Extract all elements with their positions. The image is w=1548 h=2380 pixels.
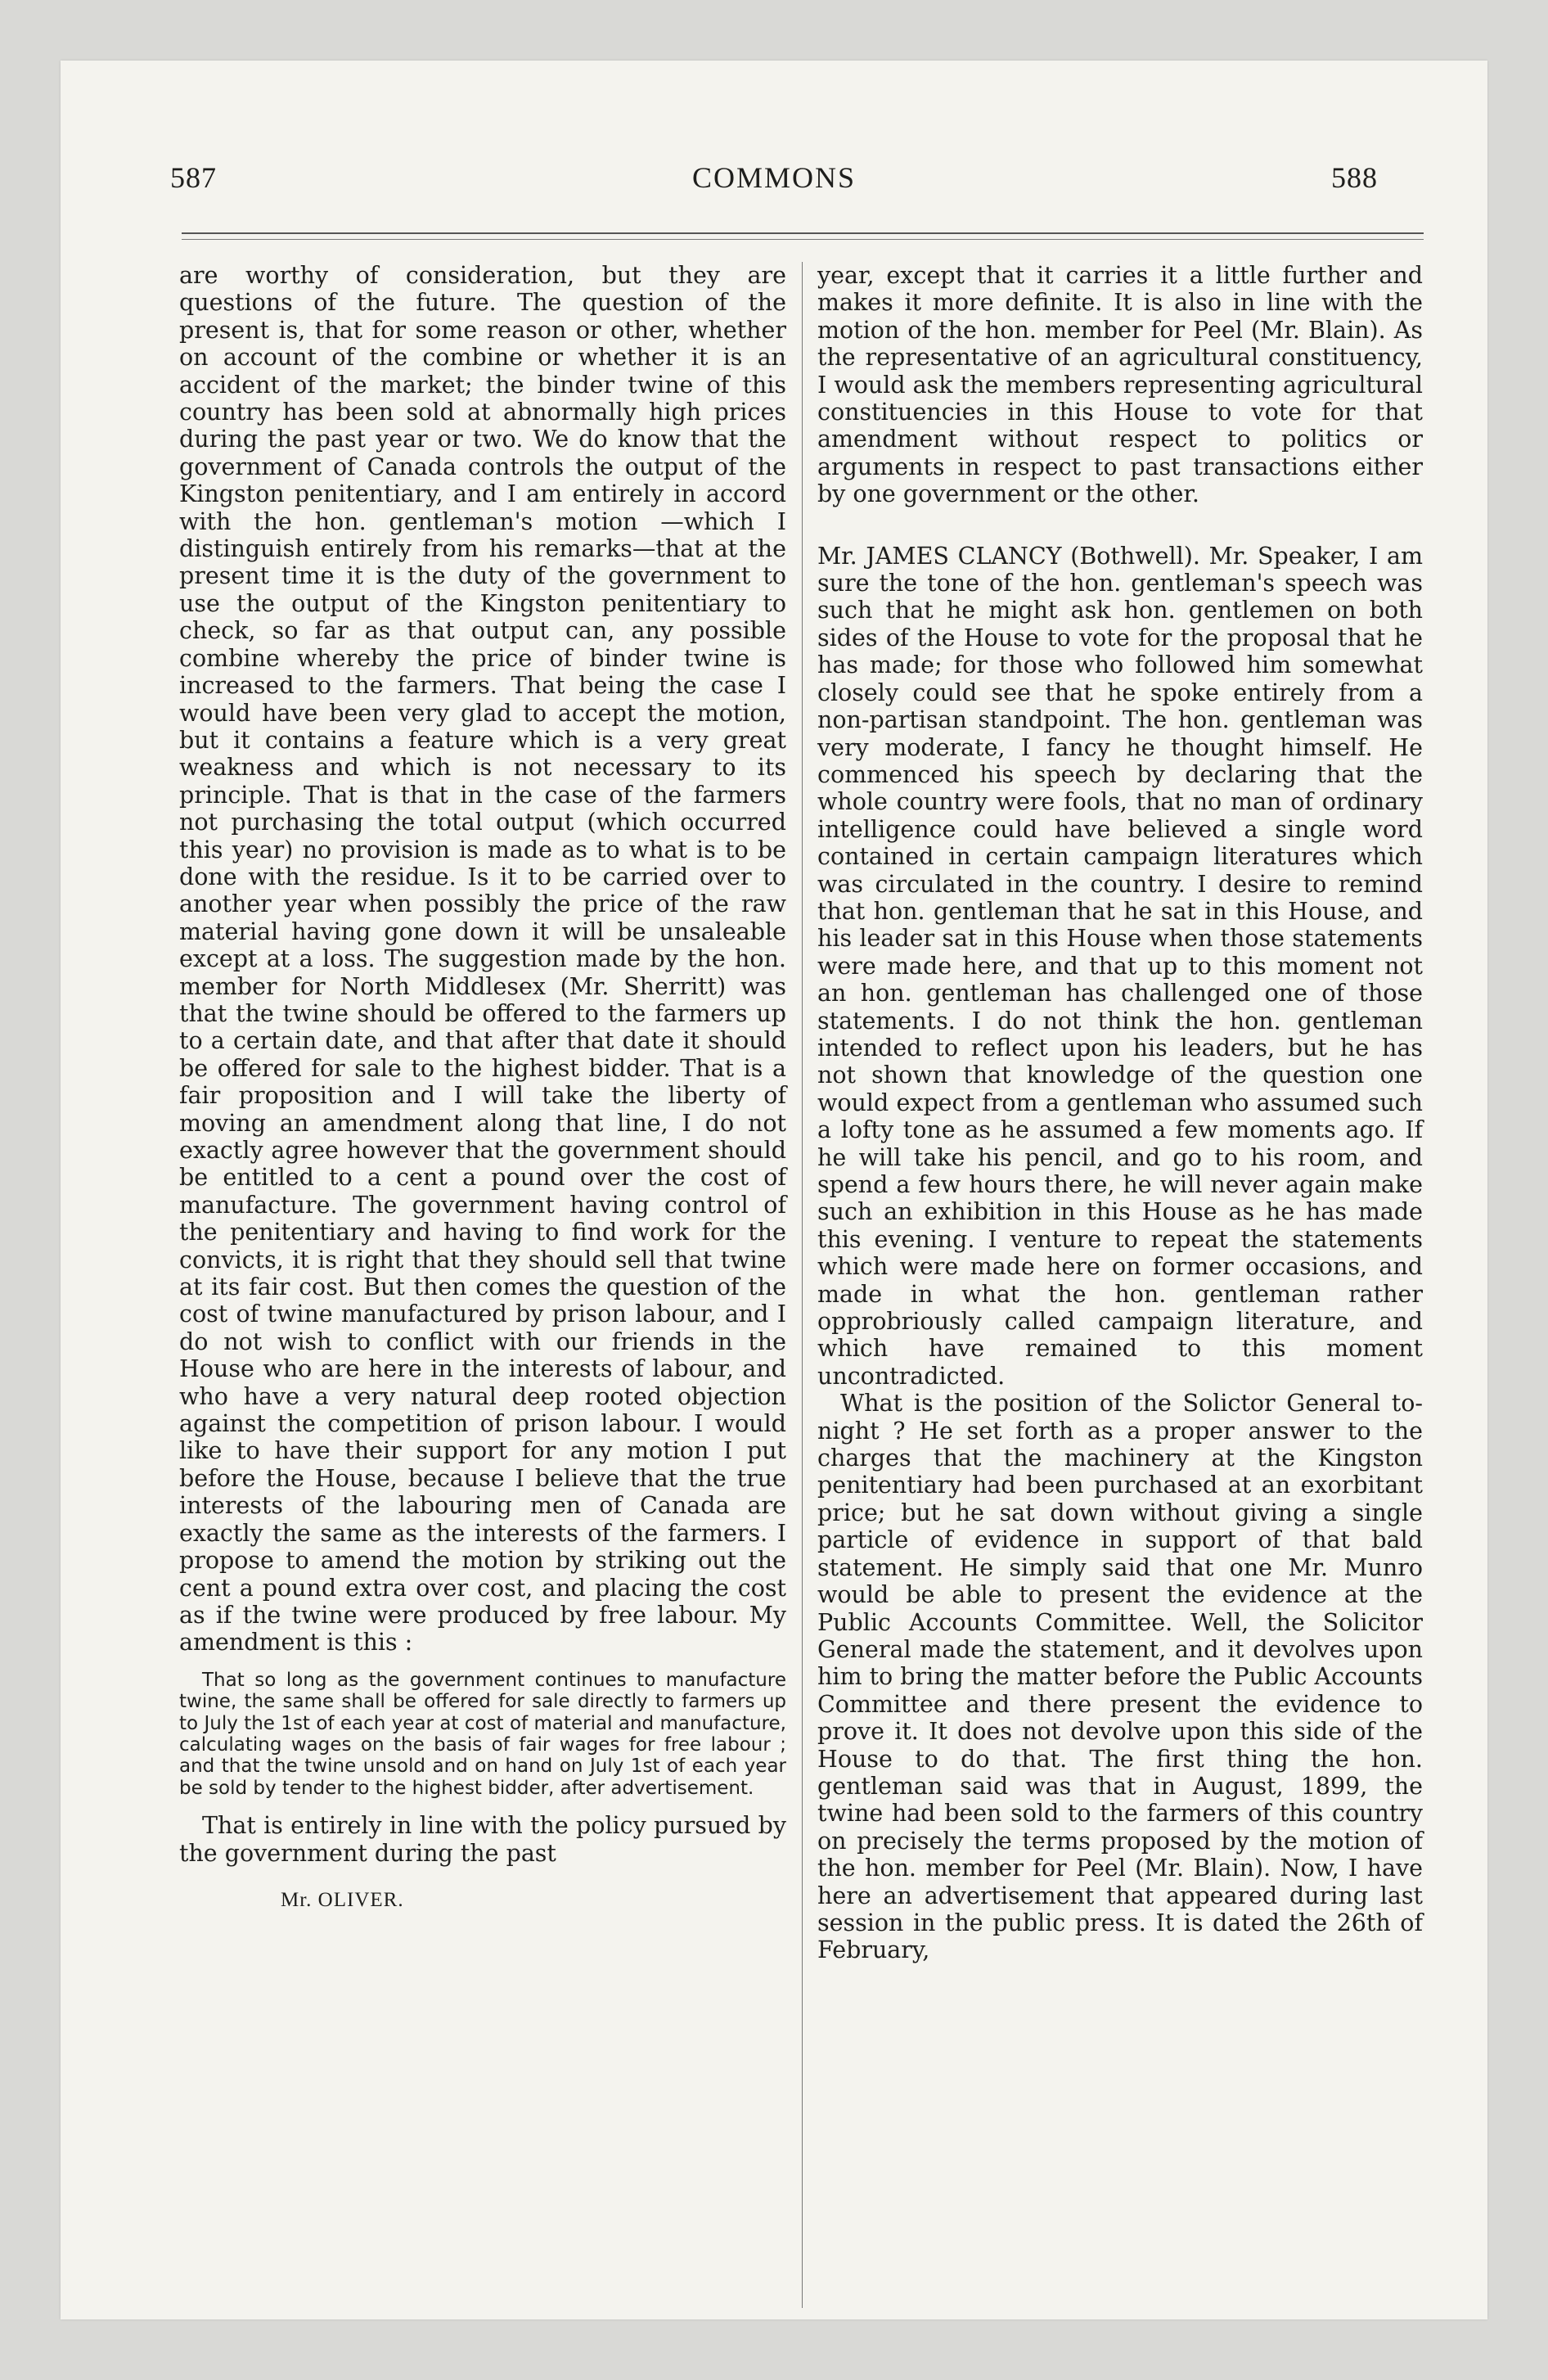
page bbox=[61, 61, 1487, 2319]
amendment-quote: That so long as the government continues to manufacture twine, the same shall be offered for sale directly to farmers up to July the 1st of each year at cost of material and manufacture, calculating wages on the basis of fair wages for free labour ; and that the twine unsold and on hand on July 1st of each year be sold by tender to the highest bidder, after advertisement. bbox=[179, 1669, 786, 1799]
left-column bbox=[179, 262, 786, 1913]
page-title: COMMONS bbox=[691, 161, 857, 194]
page-header bbox=[170, 160, 1378, 201]
column-divider bbox=[802, 262, 803, 2308]
right-paragraph-1: year, except that it carries it a little further and makes it more definite. It is also in line with the motion of the hon. member for Peel (Mr. Blain). As the representative of an agricultural constituency, I would ask the members representing agricultural constituencies in this House to vote for that amendment without respect to politics or arguments in respect to past transactions either by one government or the other. bbox=[817, 262, 1423, 508]
left-paragraph-1: are worthy of consideration, but they are questions of the future. The question of the present is, that for some reason or other, whether on account of the combine or whether it is an accident of the market; the binder twine of this country has been sold at abnormally high prices during the past year or two. We do know that the government of Canada controls the output of the Kingston penitentiary, and I am entirely in accord with the hon. gentleman's motion —which I distinguish entirely from his remarks—that at the present time it is the duty of the government to use the output of the Kingston penitentiary to check, so far as that output can, any possible combine whereby the price of binder twine is increased to the farmers. That being the case I would have been very glad to accept the motion, but it contains a feature which is a very great weakness and which is not necessary to its principle. That is that in the case of the farmers not purchasing the total output (which occurred this year) no provision is made as to what is to be done with the residue. Is it to be carried over to another year when possibly the price of the raw material having gone down it will be unsaleable except at a loss. The suggestion made by the hon. member for North Middlesex (Mr. Sherritt) was that the twine should be offered to the farmers up to a certain date, and that after that date it should be offered for sale to the highest bidder. That is a fair proposition and I will take the liberty of moving an amendment along that line, I do not exactly agree however that the government should be entitled to a cent a pound over the cost of manufacture. The government having control of the penitentiary and having to find work for the convicts, it is right that they should sell that twine at its fair cost. But then comes the question of the cost of twine manufactured by prison labour, and I do not wish to conflict with our friends in the House who are here in the interests of labour, and who have a very natural deep rooted objection against the competition of prison labour. I would like to have their support for any motion I put before the House, because I believe that the true interests of the labouring men of Canada are exactly the same as the interests of the farmers. I propose to amend the motion by striking out the cent a pound extra over cost, and placing the cost as if the twine were produced by free labour. My amendment is this : bbox=[179, 262, 786, 1657]
right-column bbox=[817, 262, 1423, 1964]
right-page-number: 588 bbox=[1331, 161, 1378, 194]
left-paragraph-2: That is entirely in line with the policy pursued by the government during the past bbox=[179, 1812, 786, 1867]
left-page-number: 587 bbox=[170, 161, 217, 194]
header-rule bbox=[182, 232, 1424, 234]
right-paragraph-2: Mr. JAMES CLANCY (Bothwell). Mr. Speaker, I am sure the tone of the hon. gentleman's speech was such that he might ask hon. gentlemen on both sides of the House to vote for the proposal that he has made; for those who followed him somewhat closely could see that he spoke entirely from a non-partisan standpoint. The hon. gentleman was very moderate, I fancy he thought himself. He commenced his speech by declaring that the whole country were fools, that no man of ordinary intelligence could have believed a single word contained in certain campaign literatures which was circulated in the country. I desire to remind that hon. gentleman that he sat in this House, and his leader sat in this House when those statements were made here, and that up to this moment not an hon. gentleman has challenged one of those statements. I do not think the hon. gentleman intended to reflect upon his leaders, but he has not shown that knowledge of the question one would expect from a gentleman who assumed such a lofty tone as he assumed a few moments ago. If he will take his pencil, and go to his room, and spend a few hours there, he will never again make such an exhibition in this House as he has made this evening. I venture to repeat the statements which were made here on former occasions, and made in what the hon. gentleman rather opprobriously called campaign literature, and which have remained to this moment uncontradicted. bbox=[817, 542, 1423, 1390]
column-footer-speaker: Mr. OLIVER. bbox=[281, 1888, 404, 1911]
header-rule-thin bbox=[182, 239, 1424, 240]
right-paragraph-3: What is the position of the Solictor General to-night ? He set forth as a proper answer to the charges that the machinery at the Kingston penitentiary had been purchased at an exorbitant price; but he sat down without giving a single particle of evidence in support of that bald statement. He simply said that one Mr. Munro would be able to present the evidence at the Public Accounts Committee. Well, the Solicitor General made the statement, and it devolves upon him to bring the matter before the Public Accounts Committee and there present the evidence to prove it. It does not devolve upon this side of the House to do that. The first thing the hon. gentleman said was that in August, 1899, the twine had been sold to the farmers of this country on precisely the terms proposed by the motion of the hon. member for Peel (Mr. Blain). Now, I have here an advertisement that appeared during last session in the public press. It is dated the 26th of February, bbox=[817, 1390, 1423, 1964]
